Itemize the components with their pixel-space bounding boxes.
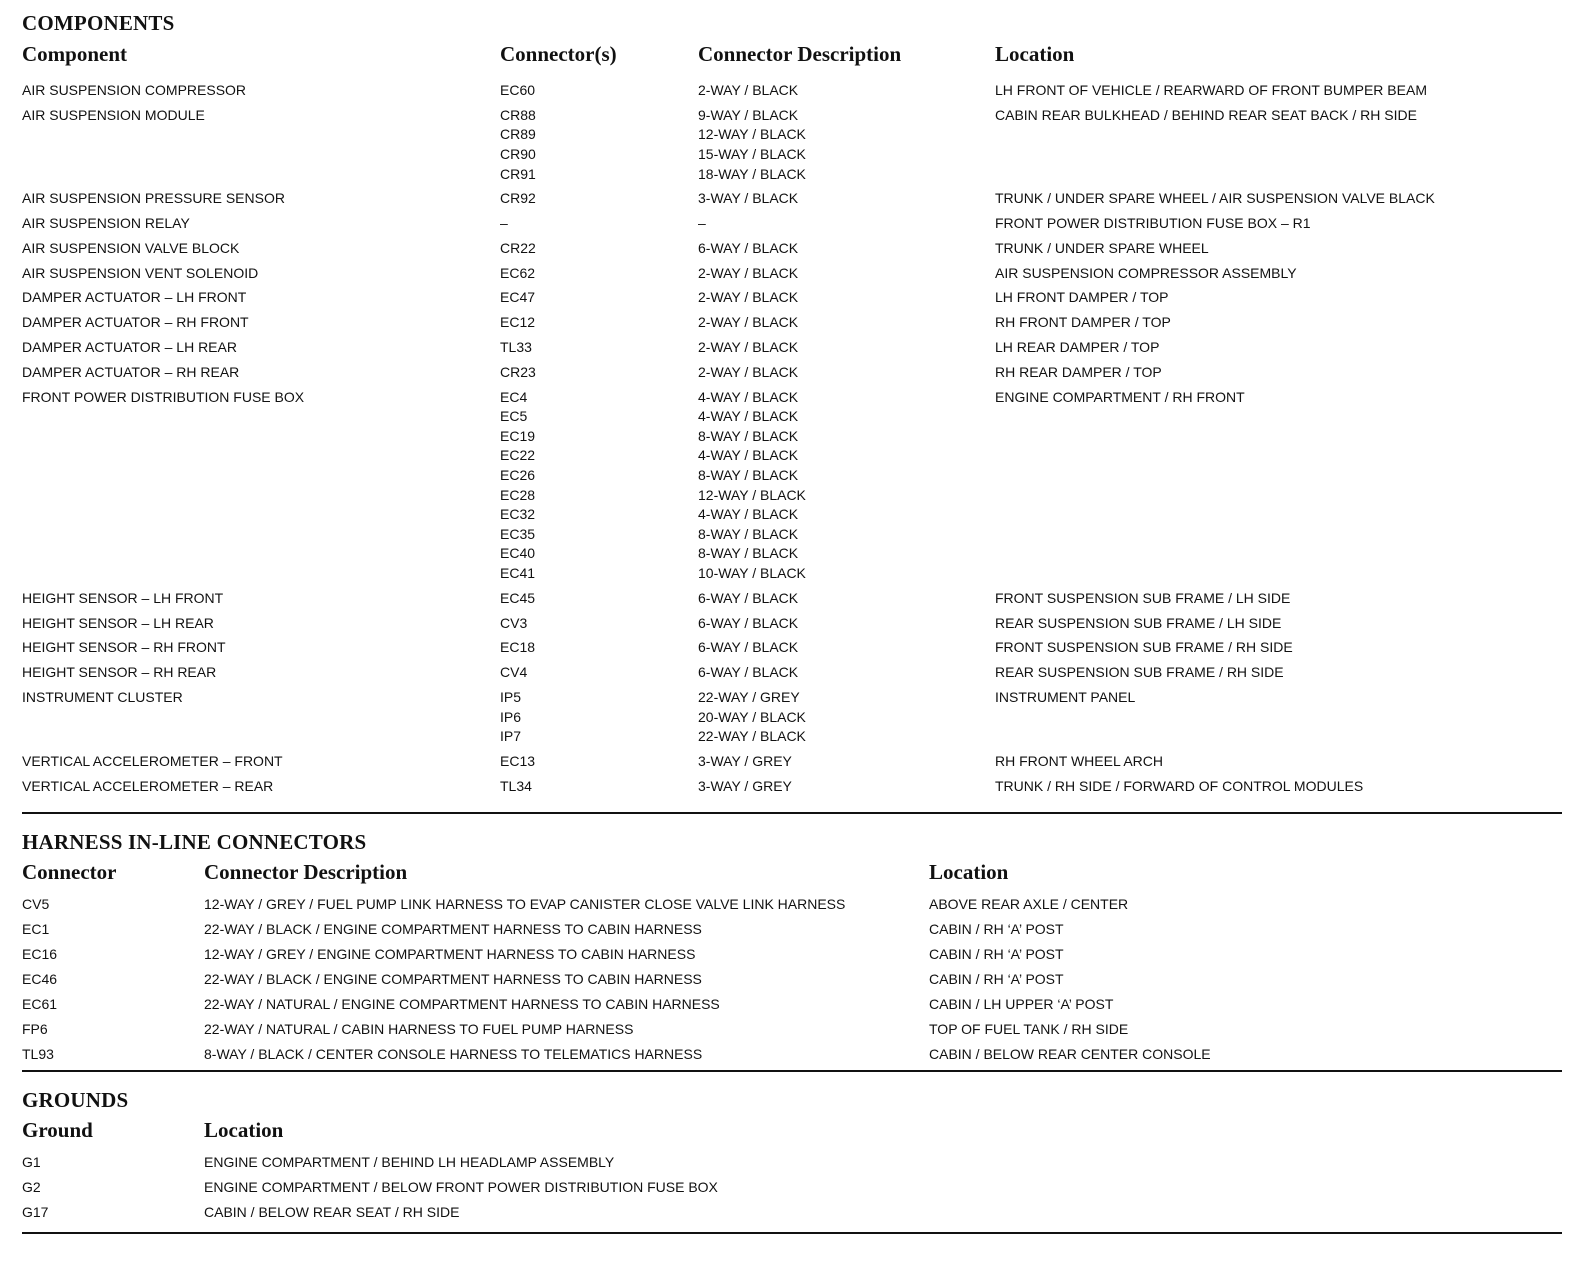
component-name: AIR SUSPENSION PRESSURE SENSOR [22, 190, 285, 207]
component-name: FRONT POWER DISTRIBUTION FUSE BOX [22, 388, 305, 405]
table-row [22, 264, 1562, 284]
connector-description: 12-WAY / GREY / ENGINE COMPARTMENT HARNESS TO CABIN HARNESS [204, 946, 696, 963]
connector-description-list [698, 614, 798, 634]
connector-description: 2-WAY / BLACK [698, 363, 799, 380]
table-row [22, 752, 1562, 772]
component-location: CABIN REAR BULKHEAD / BEHIND REAR SEAT BACK / RH SIDE [995, 106, 1417, 123]
connector-list [500, 589, 535, 609]
connector-id: – [500, 215, 508, 232]
component-location: FRONT SUSPENSION SUB FRAME / LH SIDE [995, 589, 1291, 606]
connector-description: 22-WAY / BLACK / ENGINE COMPARTMENT HARNESS TO CABIN HARNESS [204, 921, 702, 938]
section-divider [22, 812, 1562, 814]
connector-location: CABIN / BELOW REAR CENTER CONSOLE [929, 1046, 1211, 1063]
component-location: TRUNK / UNDER SPARE WHEEL / AIR SUSPENSION VALVE BLACK [995, 190, 1435, 207]
connector-id: EC13 [500, 752, 536, 769]
table-row [22, 106, 1562, 184]
components-table [22, 81, 1562, 796]
connector-description: 15-WAY / BLACK [698, 145, 806, 162]
connector-description: 4-WAY / BLACK [698, 388, 799, 405]
component-location: FRONT SUSPENSION SUB FRAME / RH SIDE [995, 639, 1293, 656]
connector-description: 12-WAY / BLACK [698, 126, 806, 143]
connector-id: EC5 [500, 408, 528, 425]
connector-description: 22-WAY / GREY [698, 688, 800, 705]
connector-description: 2-WAY / BLACK [698, 264, 799, 281]
connector-description: 20-WAY / BLACK [698, 708, 806, 725]
component-location: LH REAR DAMPER / TOP [995, 339, 1160, 356]
connector-list [500, 663, 527, 683]
component-name: AIR SUSPENSION RELAY [22, 215, 190, 232]
ground-location: ENGINE COMPARTMENT / BELOW FRONT POWER DISTRIBUTION FUSE BOX [204, 1179, 718, 1196]
connector-list [500, 81, 535, 101]
component-name: INSTRUMENT CLUSTER [22, 688, 183, 705]
table-row [22, 688, 1562, 747]
connector-location: CABIN / RH ‘A’ POST [929, 946, 1064, 963]
component-name: VERTICAL ACCELEROMETER – FRONT [22, 752, 283, 769]
connector-description-list [698, 288, 798, 308]
connector-description: 8-WAY / BLACK [698, 525, 799, 542]
component-name: HEIGHT SENSOR – RH FRONT [22, 639, 226, 656]
connector-id: EC12 [500, 314, 536, 331]
table-row [22, 239, 1562, 259]
connector-description-list [698, 81, 798, 101]
connector-description: 6-WAY / BLACK [698, 614, 799, 631]
connector-id: EC26 [500, 466, 536, 483]
table-row [22, 81, 1562, 101]
table-row [22, 638, 1562, 658]
connector-location: CABIN / LH UPPER ‘A’ POST [929, 996, 1114, 1013]
connector-description-list [698, 752, 792, 772]
header-location: Location [995, 42, 1075, 66]
table-row [22, 288, 1562, 308]
table-row [22, 970, 1562, 989]
connector-description: 8-WAY / BLACK [698, 427, 799, 444]
connector-id: CR92 [500, 190, 536, 207]
component-location: LH FRONT OF VEHICLE / REARWARD OF FRONT BUMPER BEAM [995, 82, 1427, 98]
connector-description: 4-WAY / BLACK [698, 506, 799, 523]
connector-id: EC4 [500, 388, 528, 405]
table-row [22, 363, 1562, 383]
table-row [22, 1045, 1562, 1064]
connector-description: 4-WAY / BLACK [698, 447, 799, 464]
header-connector-description: Connector Description [204, 860, 408, 885]
component-name: HEIGHT SENSOR – LH REAR [22, 614, 214, 631]
component-location: LH FRONT DAMPER / TOP [995, 289, 1169, 306]
connector-list [500, 363, 536, 383]
connector-description: 2-WAY / BLACK [698, 82, 799, 98]
connector-description-list [698, 106, 806, 184]
connector-list [500, 614, 527, 634]
connector-id: IP5 [500, 688, 522, 705]
component-location: ENGINE COMPARTMENT / RH FRONT [995, 388, 1245, 405]
header-ground: Ground [22, 1118, 93, 1143]
connector-list [500, 638, 535, 658]
connector-id: CR91 [500, 165, 536, 182]
connector-id: EC18 [500, 639, 536, 656]
component-name: DAMPER ACTUATOR – LH REAR [22, 339, 237, 356]
connector-description-list [698, 363, 798, 383]
connector-location: CABIN / RH ‘A’ POST [929, 971, 1064, 988]
connector-description: 4-WAY / BLACK [698, 408, 799, 425]
header-connector-description: Connector Description [698, 42, 902, 66]
header-component: Component [22, 42, 128, 66]
connector-description: 3-WAY / BLACK [698, 190, 799, 207]
connector-description-list [698, 663, 798, 683]
connector-list [500, 239, 536, 259]
connector-id: EC62 [500, 264, 536, 281]
ground-id: G2 [22, 1179, 41, 1196]
ground-id: G1 [22, 1154, 41, 1171]
connector-id: TL33 [500, 339, 532, 356]
section-divider [22, 1232, 1562, 1234]
component-name: AIR SUSPENSION VALVE BLOCK [22, 239, 240, 256]
connector-description: 22-WAY / BLACK / ENGINE COMPARTMENT HARNESS TO CABIN HARNESS [204, 971, 702, 988]
connector-description-list [698, 777, 792, 797]
connector-description: 9-WAY / BLACK [698, 106, 799, 123]
connector-description: 12-WAY / BLACK [698, 486, 806, 503]
table-row [22, 589, 1562, 609]
connector-id: EC45 [500, 589, 536, 606]
connector-id: CV3 [500, 614, 528, 631]
connector-list [500, 264, 535, 284]
connector-description-list [698, 214, 706, 234]
connector-id: EC60 [500, 82, 536, 98]
connector-description: 3-WAY / GREY [698, 752, 792, 769]
table-row [22, 338, 1562, 358]
inline-connectors-header-row [22, 860, 1562, 894]
connector-description-list [698, 189, 798, 209]
connector-id: CR89 [500, 126, 536, 143]
connector-id: IP7 [500, 728, 522, 745]
component-location: AIR SUSPENSION COMPRESSOR ASSEMBLY [995, 264, 1297, 281]
component-location: TRUNK / UNDER SPARE WHEEL [995, 239, 1209, 256]
connector-id: CR88 [500, 106, 536, 123]
header-location: Location [204, 1118, 284, 1143]
component-location: INSTRUMENT PANEL [995, 688, 1136, 705]
table-row [22, 995, 1562, 1014]
connector-description: 8-WAY / BLACK [698, 545, 799, 562]
connector-id: CR23 [500, 363, 536, 380]
connector-location: CABIN / RH ‘A’ POST [929, 921, 1064, 938]
connector-id: EC28 [500, 486, 536, 503]
connector-description-list [698, 338, 798, 358]
connector-id: EC47 [500, 289, 536, 306]
table-row [22, 777, 1562, 797]
component-name: DAMPER ACTUATOR – LH FRONT [22, 289, 247, 306]
connector-id: EC40 [500, 545, 536, 562]
connector-description: 3-WAY / GREY [698, 777, 792, 794]
component-name: AIR SUSPENSION VENT SOLENOID [22, 264, 259, 281]
table-row [22, 1020, 1562, 1039]
component-name: DAMPER ACTUATOR – RH FRONT [22, 314, 249, 331]
connector-description: 2-WAY / BLACK [698, 289, 799, 306]
table-row [22, 1203, 1562, 1222]
table-row [22, 663, 1562, 683]
connector-description: – [698, 215, 706, 232]
connector-list [500, 214, 508, 234]
connector-id: FP6 [22, 1021, 48, 1038]
component-name: HEIGHT SENSOR – RH REAR [22, 664, 217, 681]
connector-list [500, 288, 535, 308]
connector-description: 6-WAY / BLACK [698, 639, 799, 656]
table-row [22, 388, 1562, 584]
connector-list [500, 338, 532, 358]
connector-id: EC16 [22, 946, 58, 963]
connector-description-list [698, 638, 798, 658]
component-name: AIR SUSPENSION MODULE [22, 106, 205, 123]
connector-location: TOP OF FUEL TANK / RH SIDE [929, 1021, 1129, 1038]
connector-description: 8-WAY / BLACK [698, 466, 799, 483]
connector-id: IP6 [500, 708, 522, 725]
connector-description-list [698, 239, 798, 259]
component-location: RH REAR DAMPER / TOP [995, 363, 1162, 380]
component-location: REAR SUSPENSION SUB FRAME / RH SIDE [995, 664, 1284, 681]
connector-id: EC22 [500, 447, 536, 464]
connector-reference-page [22, 10, 1562, 1234]
connector-list [500, 388, 535, 584]
component-name: VERTICAL ACCELEROMETER – REAR [22, 777, 274, 794]
connector-list [500, 688, 521, 747]
inline-connectors-section-title: HARNESS IN-LINE CONNECTORS [22, 830, 367, 855]
connector-description: 6-WAY / BLACK [698, 589, 799, 606]
connector-description: 2-WAY / BLACK [698, 339, 799, 356]
table-row [22, 945, 1562, 964]
table-row [22, 214, 1562, 234]
connector-description: 6-WAY / BLACK [698, 239, 799, 256]
header-location: Location [929, 860, 1009, 885]
component-location: TRUNK / RH SIDE / FORWARD OF CONTROL MODULES [995, 777, 1364, 794]
components-header-row [22, 42, 1562, 76]
component-name: AIR SUSPENSION COMPRESSOR [22, 82, 247, 98]
connector-description: 2-WAY / BLACK [698, 314, 799, 331]
inline-connectors-table [22, 895, 1562, 1064]
header-connectors: Connector(s) [500, 42, 617, 66]
connector-description: 22-WAY / NATURAL / CABIN HARNESS TO FUEL PUMP HARNESS [204, 1021, 634, 1038]
connector-description-list [698, 688, 806, 747]
table-row [22, 614, 1562, 634]
ground-location: ENGINE COMPARTMENT / BEHIND LH HEADLAMP ASSEMBLY [204, 1154, 615, 1171]
connector-id: EC41 [500, 564, 536, 581]
connector-id: EC32 [500, 506, 536, 523]
connector-description: 12-WAY / GREY / FUEL PUMP LINK HARNESS TO EVAP CANISTER CLOSE VALVE LINK HARNESS [204, 896, 846, 913]
connector-description: 10-WAY / BLACK [698, 564, 806, 581]
connector-id: EC19 [500, 427, 536, 444]
component-location: FRONT POWER DISTRIBUTION FUSE BOX – R1 [995, 215, 1311, 232]
connector-id: TL34 [500, 777, 532, 794]
connector-description-list [698, 589, 798, 609]
header-connector: Connector [22, 860, 117, 885]
grounds-table [22, 1153, 1562, 1222]
connector-description: 6-WAY / BLACK [698, 664, 799, 681]
connector-description-list [698, 313, 798, 333]
connector-list [500, 313, 535, 333]
section-divider [22, 1070, 1562, 1072]
connector-id: TL93 [22, 1046, 54, 1063]
component-name: HEIGHT SENSOR – LH FRONT [22, 589, 224, 606]
connector-id: EC46 [22, 971, 58, 988]
connector-list [500, 752, 535, 772]
ground-location: CABIN / BELOW REAR SEAT / RH SIDE [204, 1204, 460, 1221]
table-row [22, 189, 1562, 209]
table-row [22, 920, 1562, 939]
connector-description: 18-WAY / BLACK [698, 165, 806, 182]
component-location: RH FRONT DAMPER / TOP [995, 314, 1171, 331]
connector-description-list [698, 388, 806, 584]
table-row [22, 1153, 1562, 1172]
connector-id: EC61 [22, 996, 58, 1013]
connector-description: 22-WAY / NATURAL / ENGINE COMPARTMENT HARNESS TO CABIN HARNESS [204, 996, 720, 1013]
component-location: RH FRONT WHEEL ARCH [995, 752, 1164, 769]
table-row [22, 1178, 1562, 1197]
connector-id: CR22 [500, 239, 536, 256]
connector-id: EC35 [500, 525, 536, 542]
grounds-header-row [22, 1118, 1562, 1152]
table-row [22, 313, 1562, 333]
connector-description: 22-WAY / BLACK [698, 728, 806, 745]
connector-list [500, 189, 536, 209]
table-row [22, 895, 1562, 914]
connector-id: CR90 [500, 145, 536, 162]
connector-id: CV5 [22, 896, 50, 913]
ground-id: G17 [22, 1204, 49, 1221]
grounds-section-title: GROUNDS [22, 1088, 129, 1113]
connector-location: ABOVE REAR AXLE / CENTER [929, 896, 1129, 913]
components-section-title: COMPONENTS [22, 11, 175, 35]
connector-description: 8-WAY / BLACK / CENTER CONSOLE HARNESS TO TELEMATICS HARNESS [204, 1046, 703, 1063]
connector-description-list [698, 264, 798, 284]
connector-list [500, 106, 536, 184]
component-name: DAMPER ACTUATOR – RH REAR [22, 363, 240, 380]
connector-id: EC1 [22, 921, 50, 938]
connector-id: CV4 [500, 664, 528, 681]
component-location: REAR SUSPENSION SUB FRAME / LH SIDE [995, 614, 1282, 631]
connector-list [500, 777, 532, 797]
